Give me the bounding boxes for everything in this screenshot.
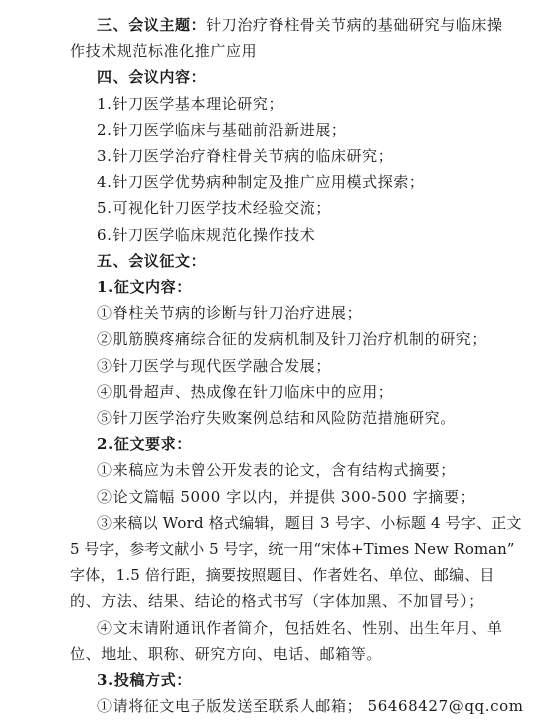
- theme-heading: 三、会议主题：: [97, 16, 207, 34]
- content-item-4: 4.针刀医学优势病种制定及推广应用模式探索；: [97, 173, 425, 192]
- requirement-3-line-2: 5 号字，参考文献小 5 号字，统一用“宋体+Times New Roman”: [70, 540, 515, 558]
- submission-heading: 3.投稿方式：: [97, 671, 192, 689]
- topic-1: ①脊柱关节病的诊断与针刀治疗进展；: [97, 304, 363, 323]
- theme-line-1: [97, 14, 503, 36]
- content-item-1: 1.针刀医学基本理论研究；: [97, 94, 285, 113]
- requirement-2: ②论文篇幅 5000 字以内，并提供 300-500 字摘要；: [97, 487, 476, 506]
- requirement-4-line-1: ④文末请附通讯作者简介，包括姓名、性别、出生年月、单: [97, 618, 503, 637]
- topic-3: ③针刀医学与现代医学融合发展；: [97, 356, 332, 375]
- topics-heading: 1.征文内容：: [97, 278, 192, 296]
- submission-text: ①请将征文电子版发送至联系人邮箱； 56468427@qq.com: [97, 697, 524, 716]
- topic-2: ②肌筋膜疼痛综合征的发病机制及针刀治疗机制的研究；: [97, 330, 488, 349]
- requirement-4-line-2: 位、地址、职称、研究方向、电话、邮箱等。: [70, 644, 383, 663]
- content-heading: 四、会议内容：: [97, 68, 207, 87]
- topic-4: ④肌骨超声、热成像在针刀临床中的应用；: [97, 382, 394, 401]
- theme-line-2: 作技术规范标准化推广应用: [70, 42, 258, 61]
- content-item-6: 6.针刀医学临床规范化操作技术: [97, 225, 316, 244]
- requirement-1: ①来稿应为未曾公开发表的论文，含有结构式摘要；: [97, 461, 456, 480]
- requirement-3-line-1: ③来稿以 Word 格式编辑，题目 3 号字、小标题 4 号字、正文: [97, 513, 522, 532]
- call-heading: 五、会议征文：: [97, 251, 207, 270]
- content-item-5: 5.可视化针刀医学技术经验交流；: [97, 199, 331, 218]
- requirements-heading: 2.征文要求：: [97, 435, 192, 454]
- requirement-3-line-4: 的、方法、结果、结论的格式书写（字体加黑、不加冒号）；: [70, 592, 484, 611]
- content-item-3: 3.针刀医学治疗脊柱骨关节病的临床研究；: [97, 147, 394, 165]
- content-item-2: 2.针刀医学临床与基础前沿新进展；: [97, 120, 347, 139]
- theme-text: 针刀治疗脊柱骨关节病的基础研究与临床操: [206, 16, 503, 34]
- requirement-3-line-3: 字体，1.5 倍行距，摘要按照题目、作者姓名、单位、邮编、目: [70, 566, 495, 585]
- topic-5: ⑤针刀医学治疗失败案例总结和风险防范措施研究。: [97, 409, 456, 427]
